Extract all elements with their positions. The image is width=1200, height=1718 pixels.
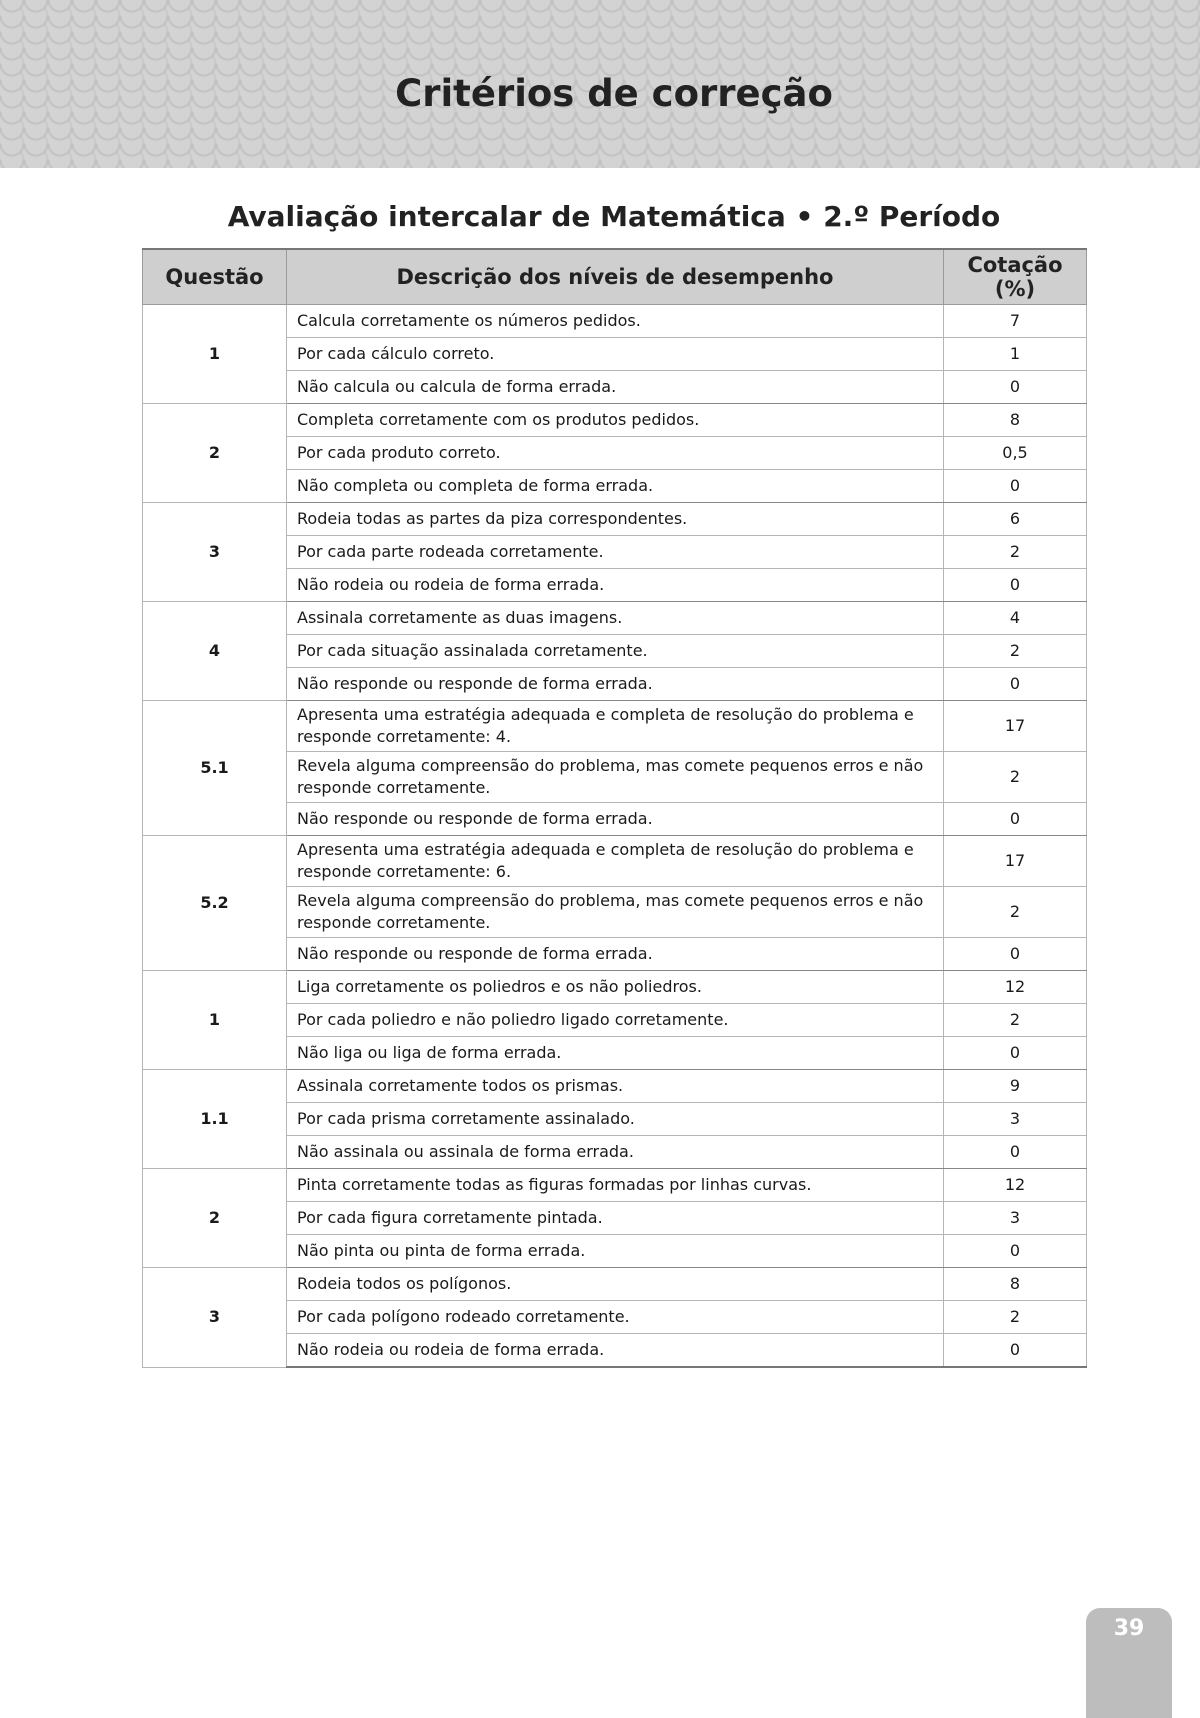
criterion-description: Não liga ou liga de forma errada. [287,1037,944,1070]
page-title: Critérios de correção [395,72,833,115]
criterion-description: Não responde ou responde de forma errada. [287,668,944,701]
criterion-score: 0,5 [944,437,1087,470]
criterion-description: Não rodeia ou rodeia de forma errada. [287,1334,944,1368]
criterion-description: Por cada cálculo correto. [287,338,944,371]
criterion-score: 6 [944,503,1087,536]
criterion-score: 1 [944,338,1087,371]
question-number: 2 [143,404,287,503]
criterion-score: 0 [944,1037,1087,1070]
criterion-description: Por cada figura corretamente pintada. [287,1202,944,1235]
question-number: 4 [143,602,287,701]
criterion-score: 2 [944,887,1087,938]
criterion-description: Assinala corretamente as duas imagens. [287,602,944,635]
question-number: 5.1 [143,701,287,836]
criterion-description: Por cada parte rodeada corretamente. [287,536,944,569]
criterion-description: Apresenta uma estratégia adequada e completa de resolução do problema e responde corretamente: 4. [287,701,944,752]
criterion-score: 9 [944,1070,1087,1103]
criterion-description: Por cada produto correto. [287,437,944,470]
column-header-question: Questão [143,249,287,305]
criterion-score: 0 [944,668,1087,701]
criterion-score: 2 [944,1004,1087,1037]
criterion-score: 2 [944,752,1087,803]
criterion-description: Por cada situação assinalada corretamente. [287,635,944,668]
criterion-description: Por cada polígono rodeado corretamente. [287,1301,944,1334]
table-row [143,602,1087,635]
criterion-score: 0 [944,1235,1087,1268]
table-row [143,971,1087,1004]
page-number: 39 [1113,1616,1145,1641]
criterion-description: Por cada poliedro e não poliedro ligado corretamente. [287,1004,944,1037]
criterion-description: Não calcula ou calcula de forma errada. [287,371,944,404]
table-row [143,1070,1087,1103]
criterion-score: 7 [944,305,1087,338]
table-header-row [143,249,1087,305]
question-number: 1 [143,971,287,1070]
question-number: 2 [143,1169,287,1268]
criterion-score: 0 [944,803,1087,836]
subtitle: Avaliação intercalar de Matemática • 2.º Período [227,200,1001,233]
criterion-description: Revela alguma compreensão do problema, mas comete pequenos erros e não responde corretamente. [287,752,944,803]
criterion-description: Apresenta uma estratégia adequada e completa de resolução do problema e responde corretamente: 6. [287,836,944,887]
criterion-score: 2 [944,536,1087,569]
criterion-description: Por cada prisma corretamente assinalado. [287,1103,944,1136]
table-row [143,305,1087,338]
criterion-description: Calcula corretamente os números pedidos. [287,305,944,338]
criterion-description: Não responde ou responde de forma errada. [287,938,944,971]
criterion-score: 0 [944,371,1087,404]
criterion-description: Não completa ou completa de forma errada. [287,470,944,503]
question-number: 1.1 [143,1070,287,1169]
criterion-score: 2 [944,635,1087,668]
criterion-score: 3 [944,1103,1087,1136]
question-number: 1 [143,305,287,404]
table-row [143,836,1087,887]
criterion-score: 8 [944,1268,1087,1301]
criteria-table [142,248,1087,1368]
question-number: 3 [143,503,287,602]
criterion-description: Rodeia todas as partes da piza correspondentes. [287,503,944,536]
criterion-score: 0 [944,470,1087,503]
criterion-description: Pinta corretamente todas as figuras formadas por linhas curvas. [287,1169,944,1202]
criterion-score: 0 [944,1334,1087,1368]
criterion-score: 4 [944,602,1087,635]
table-row [143,1169,1087,1202]
criterion-description: Não assinala ou assinala de forma errada. [287,1136,944,1169]
criterion-score: 3 [944,1202,1087,1235]
criterion-score: 0 [944,569,1087,602]
table-row [143,503,1087,536]
criterion-score: 17 [944,836,1087,887]
column-header-description: Descrição dos níveis de desempenho [287,249,944,305]
criterion-description: Assinala corretamente todos os prismas. [287,1070,944,1103]
table-row [143,404,1087,437]
criterion-description: Não responde ou responde de forma errada. [287,803,944,836]
criterion-score: 12 [944,971,1087,1004]
criterion-score: 0 [944,938,1087,971]
question-number: 5.2 [143,836,287,971]
table-row [143,701,1087,752]
question-number: 3 [143,1268,287,1368]
criterion-score: 0 [944,1136,1087,1169]
criterion-description: Revela alguma compreensão do problema, mas comete pequenos erros e não responde corretamente. [287,887,944,938]
column-header-score: Cotação (%) [944,249,1087,305]
criterion-score: 2 [944,1301,1087,1334]
criterion-score: 12 [944,1169,1087,1202]
criterion-score: 17 [944,701,1087,752]
criterion-description: Não rodeia ou rodeia de forma errada. [287,569,944,602]
criteria-table-body [143,305,1087,1368]
criterion-description: Não pinta ou pinta de forma errada. [287,1235,944,1268]
criterion-description: Rodeia todos os polígonos. [287,1268,944,1301]
criterion-description: Liga corretamente os poliedros e os não poliedros. [287,971,944,1004]
criterion-score: 8 [944,404,1087,437]
table-row [143,1268,1087,1301]
criterion-description: Completa corretamente com os produtos pedidos. [287,404,944,437]
